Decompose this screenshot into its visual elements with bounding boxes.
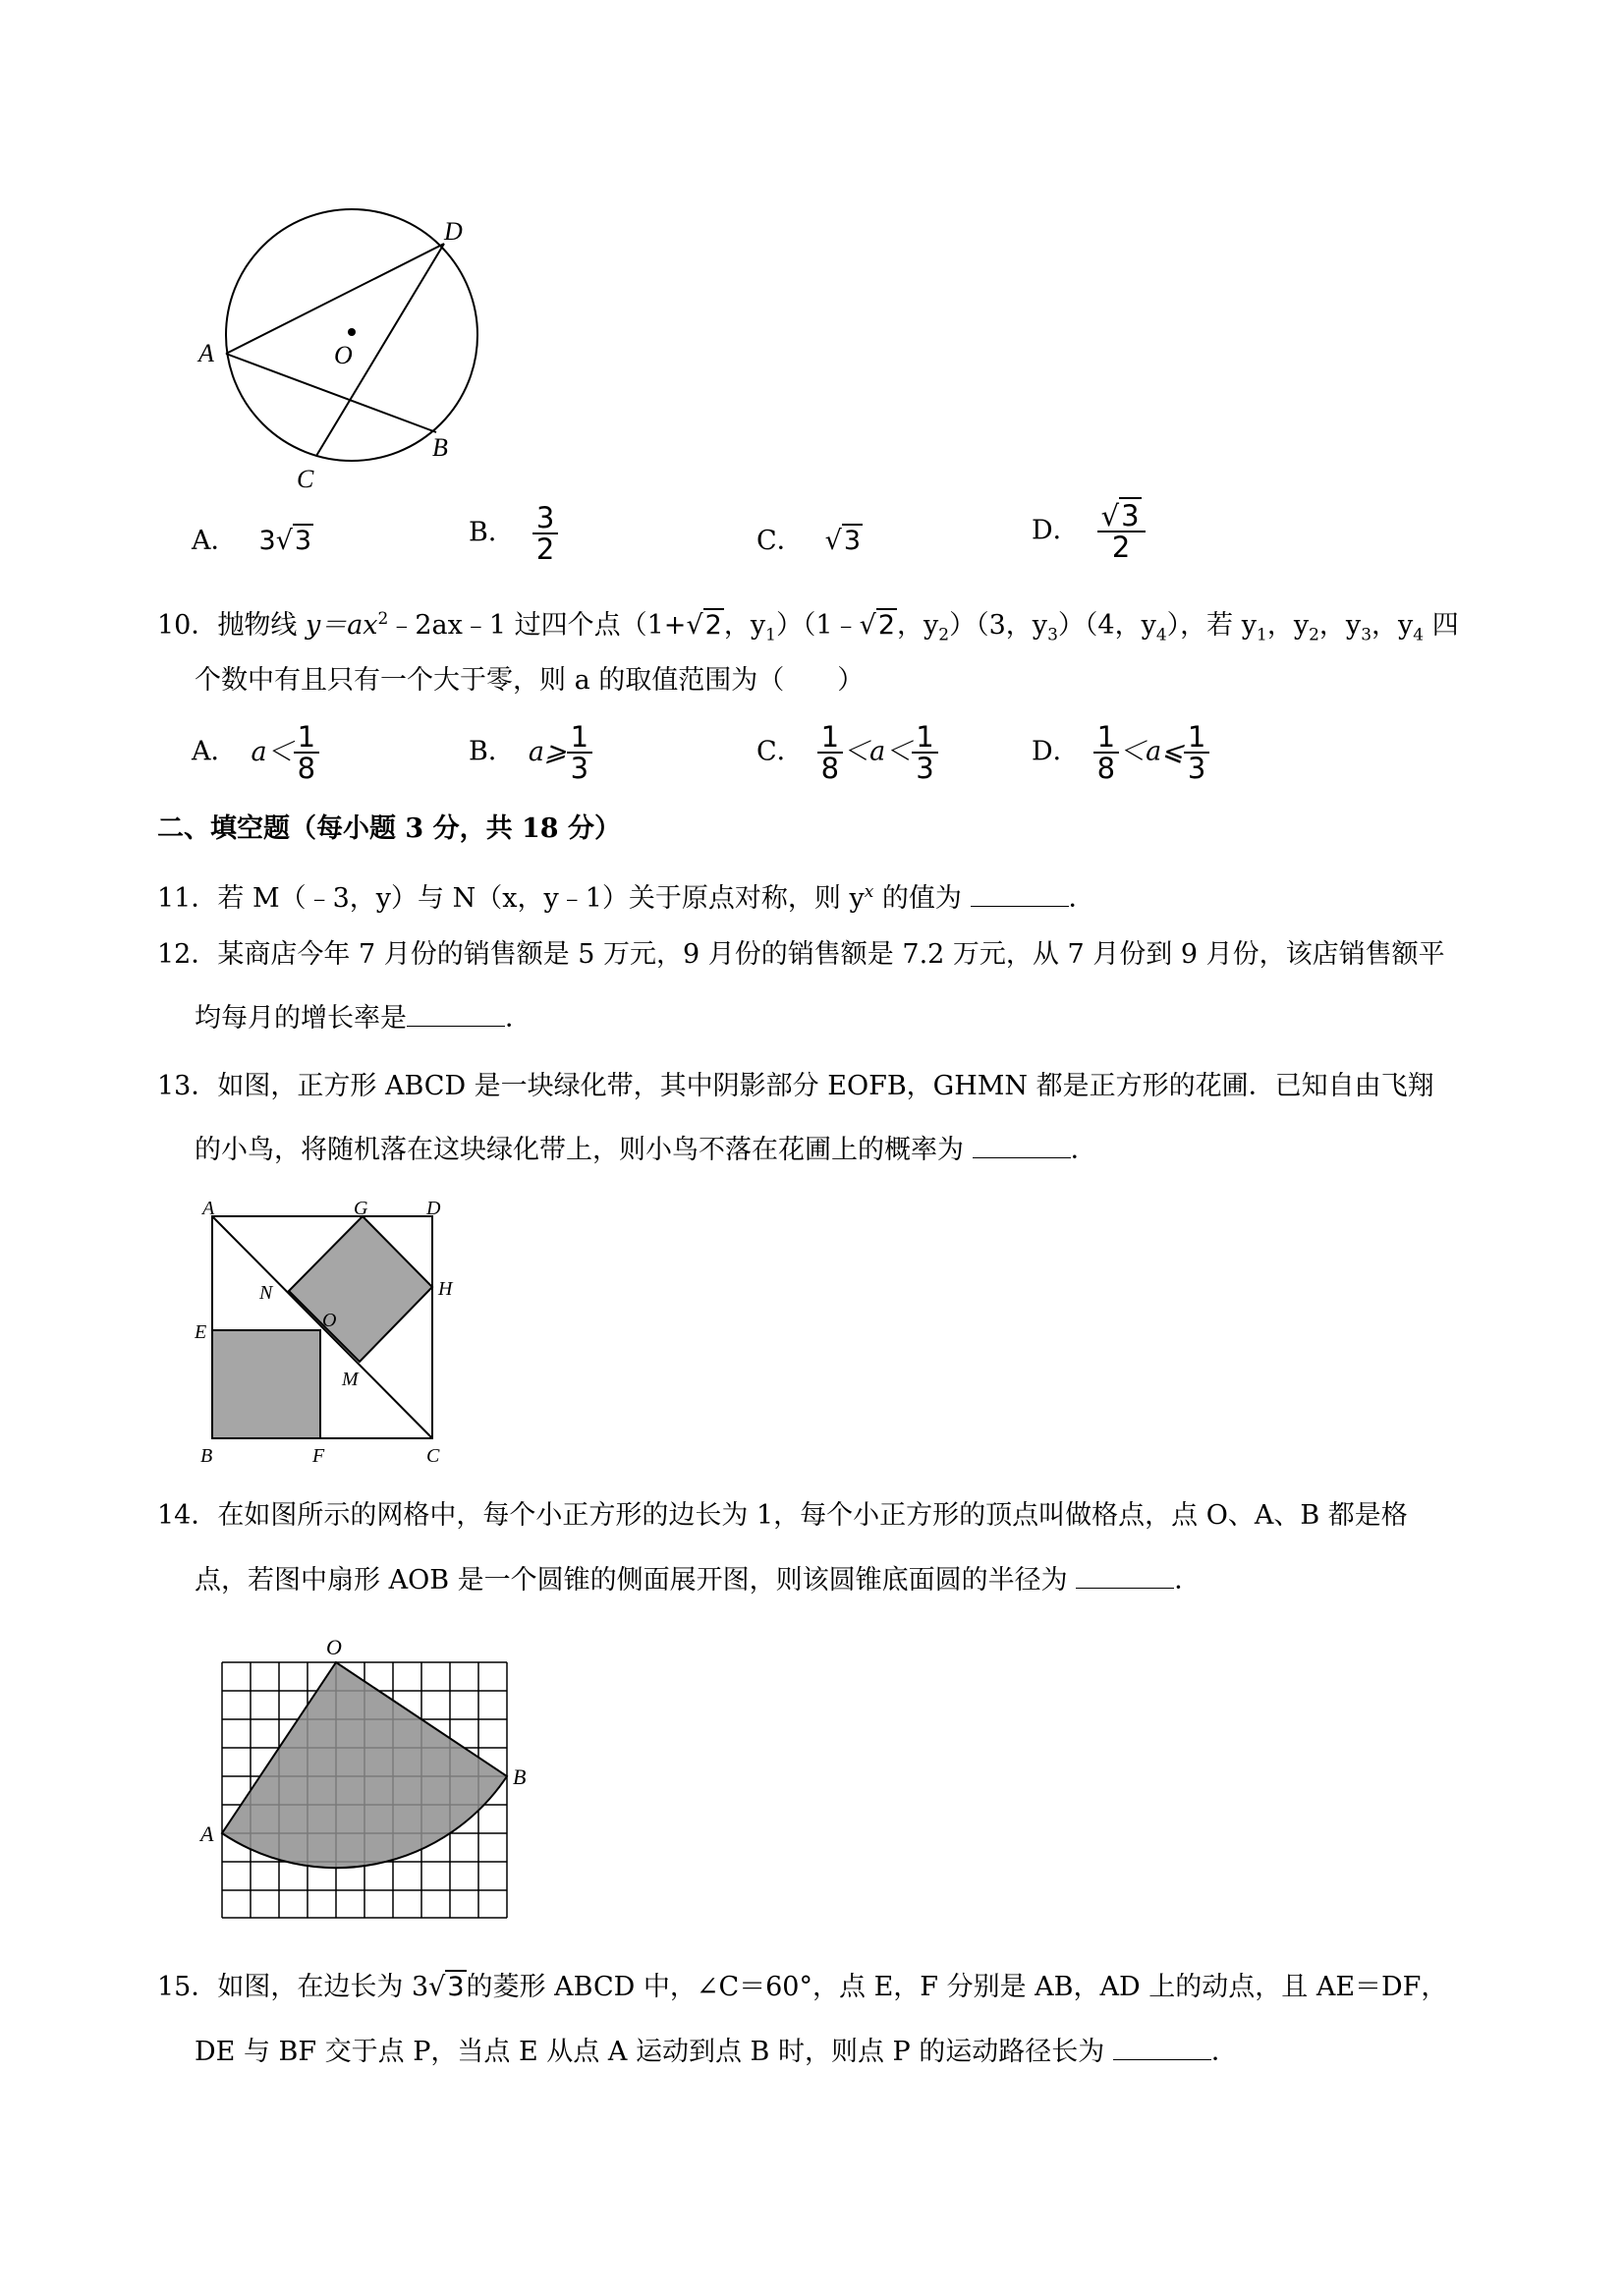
q14-answer-blank[interactable] xyxy=(1076,1562,1174,1589)
q9-option-a: A． 3√3 xyxy=(192,526,312,556)
label-b: B xyxy=(200,1445,213,1467)
q10-line1: 10．抛物线 $y=ax^2﹣2ax﹣1$ 过四个点（1+√2，$y_1)(1﹣√2$，$y_2)(3$，$y_3)(4$，$y_4$），若 $y_1$，$y_2$，$y_3$，$y_4$ 四 xyxy=(157,609,1459,645)
q9-circle-figure xyxy=(187,196,501,501)
q10-option-c: C． $\frac{1}{8}$ ＜a＜ $\frac{1}{3}$ xyxy=(756,722,938,783)
q9-option-b: B． $\frac{3}{2}$ xyxy=(469,503,558,564)
label-g: G xyxy=(354,1198,368,1219)
label-d: D xyxy=(444,217,463,246)
label-d: D xyxy=(426,1198,441,1219)
label-e: E xyxy=(195,1321,207,1343)
label-n: N xyxy=(259,1282,273,1304)
q9-option-d: D． $\frac{√3}{2}$ xyxy=(1032,501,1146,562)
sector-aob xyxy=(222,1662,507,1868)
q9-option-c: C． √3 xyxy=(756,526,862,556)
label-c: C xyxy=(297,465,314,493)
label-a: A xyxy=(200,1821,214,1846)
q15-answer-blank[interactable] xyxy=(1113,2034,1211,2060)
label-o: O xyxy=(322,1310,337,1331)
label-o: O xyxy=(326,1635,342,1659)
q14-line2: 点，若图中扇形 AOB 是一个圆锥的侧面展开图，则该圆锥底面圆的半径为 ． xyxy=(195,1562,1201,1598)
q13-answer-blank[interactable] xyxy=(973,1132,1071,1158)
q10-option-a: A． a＜ $\frac{1}{8}$ xyxy=(192,722,319,783)
label-a: A xyxy=(198,339,214,367)
q13-line1: 13．如图，正方形 ABCD 是一块绿化带，其中阴影部分 EOFB，GHMN 都是正方形的花圃．已知自由飞翔 xyxy=(157,1071,1434,1101)
q14-line1: 14．在如图所示的网格中，每个小正方形的边长为 1，每个小正方形的顶点叫做格点，点 O、A、B 都是格 xyxy=(157,1500,1408,1531)
q15-line2: DE 与 BF 交于点 P，当点 E 从点 A 运动到点 B 时，则点 P 的运动路径长为 ． xyxy=(195,2034,1238,2070)
label-c: C xyxy=(426,1445,440,1467)
label-a: A xyxy=(202,1198,215,1219)
q14-grid-figure xyxy=(196,1631,560,1926)
q10-line2: 个数中有且只有一个大于零，则 a 的取值范围为（ ） xyxy=(195,665,865,696)
label-o: O xyxy=(334,341,353,369)
garden-eofb xyxy=(212,1330,320,1438)
label-f: F xyxy=(312,1445,325,1467)
q15-line1: 15．如图，在边长为 3√3的菱形 ABCD 中，∠C＝60°，点 E，F 分别是 AB，AD 上的动点，且 AE＝DF， xyxy=(157,1972,1448,2002)
q12-answer-blank[interactable] xyxy=(407,1000,505,1027)
chord-ab xyxy=(226,354,436,432)
q13-line2: 的小鸟，将随机落在这块绿化带上，则小鸟不落在花圃上的概率为 ． xyxy=(195,1132,1097,1168)
label-b: B xyxy=(513,1764,527,1789)
label-m: M xyxy=(342,1369,359,1390)
q10-option-b: B． a⩾ $\frac{1}{3}$ xyxy=(469,722,592,783)
q12-line1: 12．某商店今年 7 月份的销售额是 5 万元，9 月份的销售额是 7.2 万元，从 7 月份到 9 月份，该店销售额平 xyxy=(157,939,1445,970)
q10-option-d: D． $\frac{1}{8}$ ＜a⩽ $\frac{1}{3}$ xyxy=(1032,722,1209,783)
q11-answer-blank[interactable] xyxy=(971,880,1069,907)
center-dot xyxy=(348,328,356,336)
q12-line2: 均每月的增长率是 ． xyxy=(195,1000,532,1036)
q11: 11．若 M（﹣3，y）与 N（x，y﹣1）关于原点对称，则 $y^x$ 的值为 ． xyxy=(157,882,1095,914)
q13-square-figure xyxy=(195,1197,479,1472)
label-h: H xyxy=(438,1278,453,1300)
section-heading-fill-in: 二、填空题（每小题 3 分，共 18 分） xyxy=(157,813,621,844)
label-b: B xyxy=(432,433,448,462)
